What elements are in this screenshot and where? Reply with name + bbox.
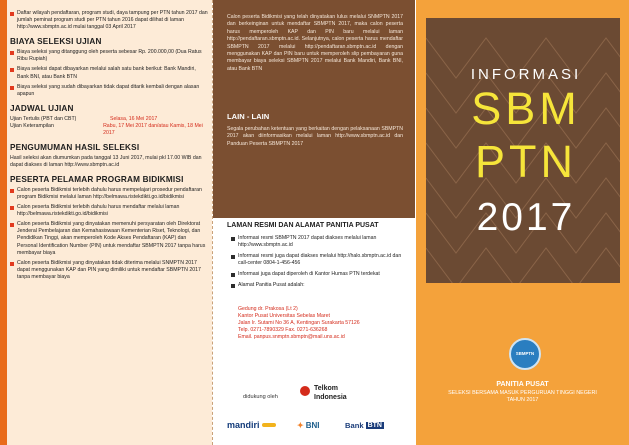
schedule-row bbox=[10, 123, 208, 137]
list-item: Informasi resmi juga dapat diakses melalui http://halo.sbmptn.ac.id dan call-center 0804-1-456-456 bbox=[231, 253, 411, 267]
address-line: Jalan Ir. Sutami No 36 A, Kentingan Surakarta 57126 bbox=[238, 320, 360, 326]
list-item: Informasi resmi SBMPTN 2017 dapat diakses melalui laman http://www.sbmptn.ac.id bbox=[231, 235, 411, 249]
cover-panel bbox=[416, 0, 629, 445]
cover-card bbox=[426, 18, 620, 283]
list-item: Calon peserta Bidikmisi terlebih dahulu harus mendaftar melalui laman http://belmawa.ristekdikti.go.id/bidikmisi bbox=[10, 204, 208, 218]
panitia-subtitle: SELEKSI BERSAMA MASUK PERGURUAN TINGGI NEGERI bbox=[448, 390, 597, 396]
list-item: Calon peserta Bidikmisi yang dinyatakan memenuhi persyaratan oleh Direktorat Jenderal Pembelajaran dan Kemahasiswaan Kementerian Riset, Teknologi, dan Pendidikan Tinggi, akan memperoleh Kode Akses Pendaftaran (KAP) dan Personal Identification Number (PIN) untuk mendaftar SBMPTN 2017 tanpa harus membayar biaya bbox=[10, 221, 208, 256]
sbmptn-seal-logo bbox=[509, 338, 541, 370]
cover-info-label: INFORMASI bbox=[470, 66, 582, 83]
btn-prefix: Bank bbox=[345, 420, 364, 430]
schedule-value: Rabu, 17 Mei 2017 dan/atau Kamis, 18 Mei 2017 bbox=[103, 122, 203, 136]
cover-sbm-title: SBM bbox=[471, 83, 581, 134]
schedule-label: Ujian Tertulis (PBT dan CBT) bbox=[10, 115, 77, 122]
brown-info-box bbox=[213, 0, 415, 218]
bni-logo bbox=[297, 418, 319, 432]
address-line: Gedung dr. Prakosa (Lt 2) bbox=[238, 306, 298, 312]
accent-strip bbox=[0, 0, 7, 445]
list-item: Alamat Panitia Pusat adalah: bbox=[231, 282, 411, 289]
biaya-list bbox=[10, 49, 208, 98]
btn-text: BTN bbox=[367, 421, 382, 429]
bni-text: BNI bbox=[305, 420, 320, 430]
cover-ptn-title: PTN bbox=[475, 136, 577, 187]
list-item: Calon peserta Bidikmisi terlebih dahulu harus mempelajari prosedur pendaftaran program Bidikmisi melalui laman http://belmawa.ristekdikti.go.id/bidikmisi bbox=[10, 187, 208, 201]
address-block bbox=[231, 306, 411, 341]
telkom-mark-icon bbox=[300, 386, 310, 396]
address-line: Kantor Pusat Universitas Sebelas Maret bbox=[238, 313, 330, 319]
lain-text: Segala perubahan ketentuan yang berkaitan dengan pelaksanaan SBMPTN 2017 akan diinformasikan melalui laman http://www.sbmptn.ac.id dan Panduan Peserta SBMPTN 2017 bbox=[227, 126, 403, 147]
laman-title: LAMAN RESMI DAN ALAMAT PANITIA PUSAT bbox=[227, 222, 379, 229]
pengumuman-title: PENGUMUMAN HASIL SELEKSI bbox=[10, 142, 140, 152]
mandiri-logo bbox=[227, 418, 276, 432]
list-item: Informasi juga dapat diperoleh di Kantor Humas PTN terdekat bbox=[231, 271, 411, 278]
laman-list bbox=[231, 235, 411, 294]
telkom-country: Indonesia bbox=[314, 394, 347, 401]
mandiri-text: mandiri bbox=[227, 420, 260, 430]
list-item: Biaya seleksi yang sudah dibayarkan tidak dapat ditarik kembali dengan alasan apapun bbox=[10, 84, 208, 98]
bidikmisi-continued-text: Calon peserta Bidikmisi yang telah dinyatakan lulus melalui SNMPTN 2017 dan berkeinginan untuk mendaftar SBMPTN 2017, maka calon peserta harus memperoleh KAP dan PIN baru melalui laman http://pendaftaran.sbmptn.ac.id. Selanjutnya, calon peserta harus mendaftar SBMPTN 2017 melalui http://pendaftaran.sbmptn.ac.id dengan menggunakan KAP dan PIN baru untuk memperoleh slip pembayaran guna membayar biaya seleksi SBMPTN 2017 melalui Bank Mandiri, Bank BNI, atau Bank BTN bbox=[227, 14, 403, 72]
schedule-row bbox=[10, 116, 208, 123]
jadwal-title: JADWAL UJIAN bbox=[10, 103, 74, 113]
left-panel bbox=[0, 0, 212, 445]
schedule-value: Selasa, 16 Mei 2017 bbox=[110, 115, 158, 122]
list-item: Biaya seleksi dapat dibayarkan melalui salah satu bank berikut: Bank Mandiri, Bank BNI, atau Bank BTN bbox=[10, 66, 208, 80]
middle-panel bbox=[213, 0, 415, 445]
bidikmisi-title: PESERTA PELAMAR PROGRAM BIDIKMISI bbox=[10, 174, 184, 184]
supported-by-label: didukung oleh bbox=[243, 394, 278, 400]
lain-title: LAIN - LAIN bbox=[227, 112, 270, 121]
seal-text: SBMPTN bbox=[515, 351, 535, 356]
list-item: Calon peserta Bidikmisi yang dinyatakan tidak diterima melalui SNMPTN 2017 dapat menggunakan KAP dan PIN yang dimiliki untuk mendaftar SBMPTN 2017 tanpa membayar biaya bbox=[10, 260, 208, 281]
address-line: Telp. 0271-7890329 Fax. 0271-636268 bbox=[238, 327, 328, 333]
list-item: Biaya seleksi yang ditanggung oleh peserta sebesar Rp. 200.000,00 (Dua Ratus Ribu Rupiah) bbox=[10, 49, 208, 63]
panitia-year: TAHUN 2017 bbox=[506, 397, 539, 403]
bidikmisi-list bbox=[10, 187, 208, 281]
address-line: Email. panpus.snmptn.sbmptn@mail.uns.ac.id bbox=[238, 334, 345, 340]
telkom-logo bbox=[300, 382, 360, 410]
bni-star-icon: ✦ bbox=[297, 420, 304, 430]
btn-logo bbox=[345, 418, 384, 432]
biaya-title: BIAYA SELEKSI UJIAN bbox=[10, 37, 102, 47]
telkom-name: Telkom bbox=[314, 385, 338, 392]
panitia-block bbox=[426, 381, 619, 403]
list-item: Daftar wilayah pendaftaran, program studi, daya tampung per PTN tahun 2017 dan jumlah peminat program studi per PTN tahun 2016 dapat dilihat di laman http://www.sbmptn.ac.id mulai tanggal 03 April 2017 bbox=[10, 10, 208, 31]
panitia-title: PANITIA PUSAT bbox=[496, 381, 549, 388]
intro-list bbox=[10, 10, 208, 31]
cover-year: 2017 bbox=[476, 196, 576, 239]
pengumuman-text: Hasil seleksi akan diumumkan pada tanggal 13 Juni 2017, mulai pkl 17.00 WIB dan dapat diakses di laman http://www.sbmptn.ac.id bbox=[10, 154, 202, 168]
schedule-label: Ujian Keterampilan bbox=[10, 122, 54, 129]
